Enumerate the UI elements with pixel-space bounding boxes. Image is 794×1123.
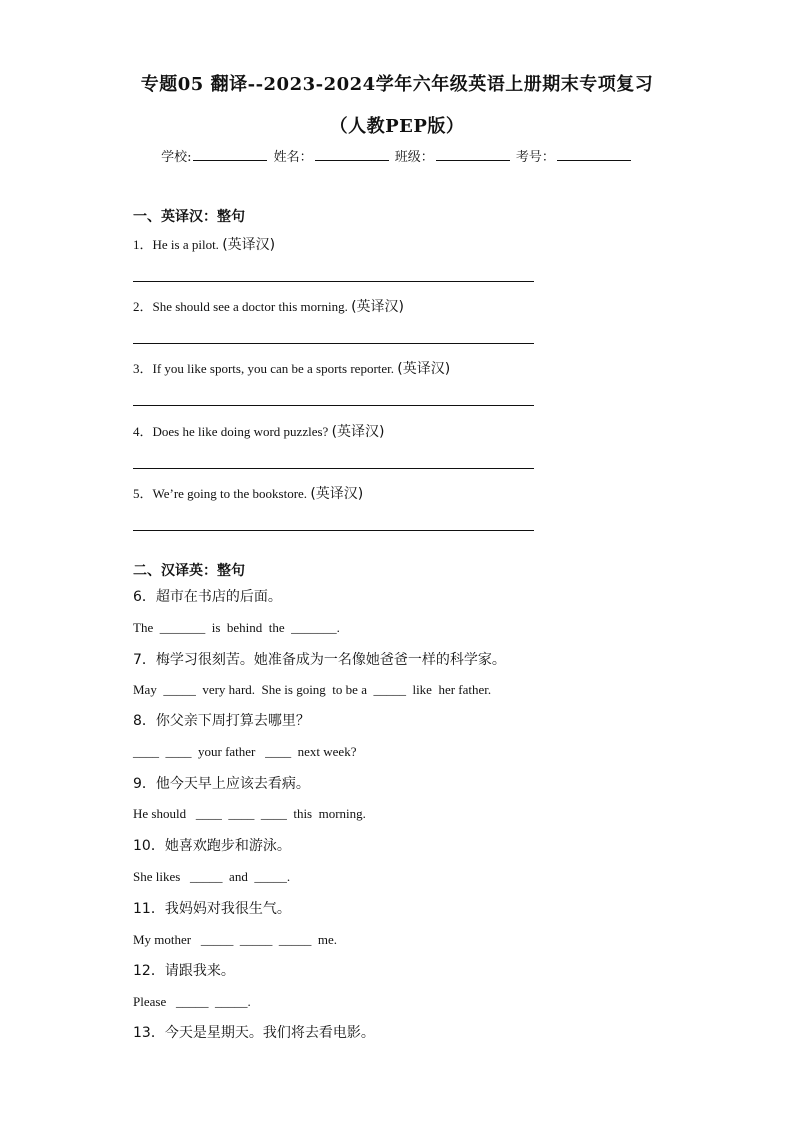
fill-blank-7[interactable]: May _____ very hard. She is going to be a _____ like her father. — [133, 682, 492, 697]
class-label: 班级： — [394, 150, 434, 165]
answer-line-2[interactable] — [133, 343, 534, 344]
section-heading-1: 一、英译汉：整句 — [133, 209, 245, 225]
section-heading-2: 二、汉译英：整句 — [133, 563, 245, 579]
question-12: 12．请跟我来。 — [133, 963, 235, 979]
name-field[interactable] — [315, 148, 389, 161]
page-subtitle: （人教PEP版） — [329, 116, 465, 137]
exam-number-label: 考号： — [515, 150, 555, 165]
question-13: 13．今天是星期天。我们将去看电影。 — [133, 1025, 375, 1041]
fill-blank-8[interactable]: ____ ____ your father ____ next week? — [133, 744, 357, 759]
question-8: 8．你父亲下周打算去哪里？ — [133, 713, 310, 729]
class-field[interactable] — [436, 148, 510, 161]
fill-blank-11[interactable]: My mother _____ _____ _____ me. — [133, 932, 338, 947]
name-label: 姓名： — [273, 150, 313, 165]
question-9: 9．他今天早上应该去看病。 — [133, 776, 310, 792]
exam-number-field[interactable] — [557, 148, 631, 161]
fill-blank-9[interactable]: He should ____ ____ ____ this morning. — [133, 806, 366, 821]
page-title: 专题05 翻译--2023-2024学年六年级英语上册期末专项复习 — [140, 74, 654, 95]
answer-line-1[interactable] — [133, 281, 534, 282]
question-5: 5．We’re going to the bookstore. (英译汉) — [133, 486, 364, 502]
answer-line-3[interactable] — [133, 405, 534, 406]
school-label: 学校: — [161, 150, 192, 165]
question-7: 7．梅学习很刻苦。她准备成为一名像她爸爸一样的科学家。 — [133, 652, 506, 668]
question-6: 6．超市在书店的后面。 — [133, 589, 282, 605]
question-4: 4．Does he like doing word puzzles? (英译汉) — [133, 424, 385, 440]
school-field[interactable] — [193, 148, 267, 161]
question-3: 3．If you like sports, you can be a sports reporter. (英译汉) — [133, 361, 451, 377]
question-1: 1．He is a pilot. (英译汉) — [133, 237, 276, 253]
fill-blank-12[interactable]: Please _____ _____. — [133, 994, 251, 1009]
question-10: 10．她喜欢跑步和游泳。 — [133, 838, 291, 854]
answer-line-5[interactable] — [133, 530, 534, 531]
student-info-row — [0, 146, 794, 165]
answer-line-4[interactable] — [133, 468, 534, 469]
question-2: 2．She should see a doctor this morning. (英译汉) — [133, 299, 405, 315]
fill-blank-6[interactable]: The _______ is behind the _______. — [133, 620, 340, 635]
fill-blank-10[interactable]: She likes _____ and _____. — [133, 869, 291, 884]
question-11: 11．我妈妈对我很生气。 — [133, 901, 291, 917]
